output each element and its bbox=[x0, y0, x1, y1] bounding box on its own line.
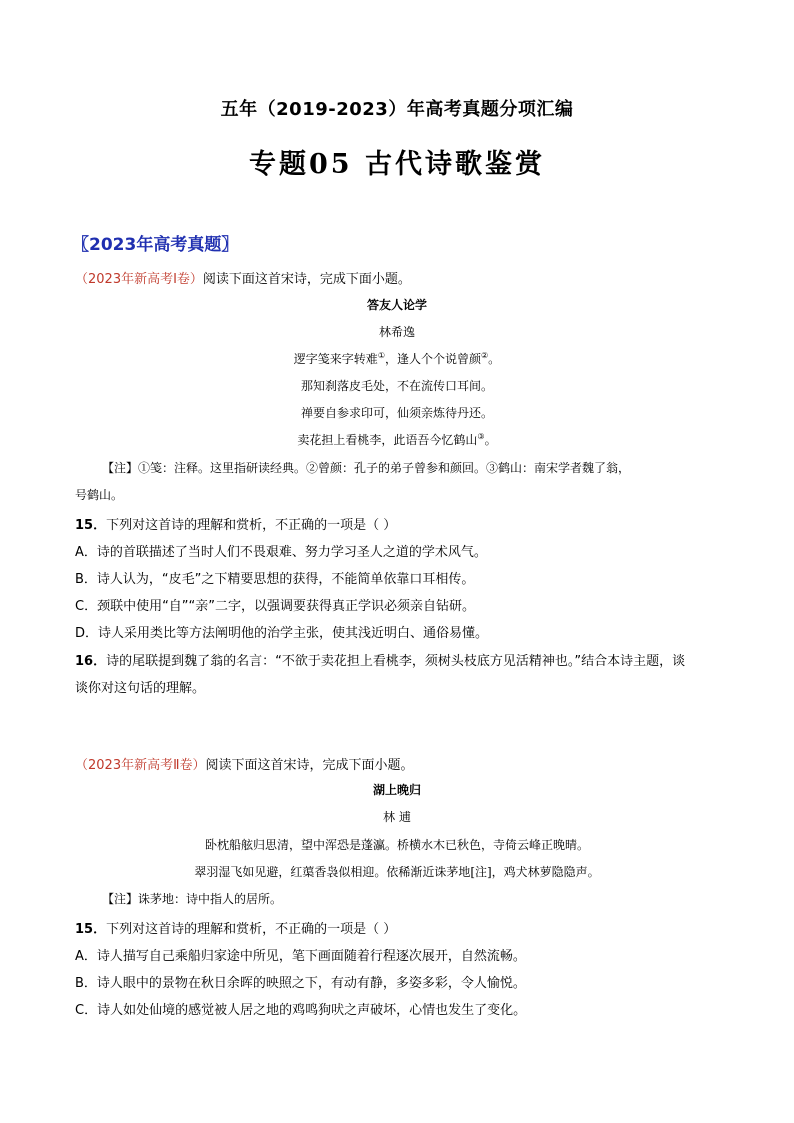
poem-line-text: 那知刹落皮毛处，不在流传口耳间。 bbox=[300, 379, 493, 393]
poem-line bbox=[0, 431, 794, 448]
question-number: 16． bbox=[75, 654, 107, 669]
question-15 bbox=[75, 918, 396, 937]
poem-title: 答友人论学 bbox=[366, 298, 427, 312]
question-15 bbox=[75, 514, 396, 533]
option-d: D．诗人采用类比等方法阐明他的治学主张，使其浅近明白、通俗易懂。 bbox=[75, 626, 489, 641]
footnote-marker: ③ bbox=[477, 432, 485, 441]
question-number: 15． bbox=[75, 518, 107, 533]
document-title: 五年（2019-2023）年高考真题分项汇编 bbox=[220, 99, 574, 120]
poem-line-text: 禅要自参求印可，仙须亲炼待丹还。 bbox=[300, 406, 493, 420]
poem-title: 湖上晚归 bbox=[372, 783, 421, 797]
intro-text: 阅读下面这首宋诗，完成下面小题。 bbox=[202, 272, 411, 287]
poem-line-text: 卖花担上看桃李，此语吾今忆鹤山 bbox=[297, 433, 478, 447]
poem-line bbox=[0, 377, 794, 394]
poem-note: 【注】①笺：注释。这里指研读经典。②曾颜：孔子的弟子曾参和颜回。③鹤山：南宋学者魏了翁， bbox=[102, 461, 631, 475]
poem-line bbox=[0, 404, 794, 421]
question-text: 诗的尾联提到魏了翁的名言：“不欲于卖花担上看桃李，须树头枝底方见活精神也。”结合本诗主题，谈 bbox=[106, 654, 686, 669]
poem-line-text: 逻字笺来字转难 bbox=[293, 352, 378, 366]
intro-text: 阅读下面这首宋诗，完成下面小题。 bbox=[205, 758, 414, 773]
option-a: A．诗的首联描述了当时人们不畏艰难、努力学习圣人之道的学术风气。 bbox=[75, 545, 487, 560]
document-subtitle: 专题05 古代诗歌鉴赏 bbox=[249, 149, 545, 180]
question-text: 下列对这首诗的理解和赏析，不正确的一项是（ ） bbox=[106, 922, 397, 937]
poem-line-text: 。 bbox=[484, 433, 497, 447]
option-b: B．诗人眼中的景物在秋日余晖的映照之下，有动有静，多姿多彩，令人愉悦。 bbox=[75, 976, 526, 991]
poem-note-continued: 号鹤山。 bbox=[75, 488, 124, 502]
footnote-marker: ② bbox=[481, 351, 489, 360]
footnote-marker: ① bbox=[377, 351, 385, 360]
question-number: 15． bbox=[75, 922, 107, 937]
option-c: C．颈联中使用“自”“亲”二字，以强调要获得真正学识必须亲自钻研。 bbox=[75, 599, 476, 614]
section-heading: 〖2023年高考真题〗 bbox=[72, 235, 239, 255]
question-source-intro bbox=[75, 268, 411, 287]
poem-note: 【注】诛茅地：诗中指人的居所。 bbox=[102, 892, 283, 906]
option-c: C．诗人如处仙境的感觉被人居之地的鸡鸣狗吠之声破坏，心情也发生了变化。 bbox=[75, 1003, 527, 1018]
option-b: B．诗人认为，“皮毛”之下精要思想的获得，不能简单依靠口耳相传。 bbox=[75, 572, 475, 587]
poem-author: 林希逸 bbox=[378, 325, 415, 339]
source-tag: （2023年新高考Ⅱ卷） bbox=[75, 758, 206, 773]
poem-line-text: 。 bbox=[488, 352, 501, 366]
question-text: 下列对这首诗的理解和赏析，不正确的一项是（ ） bbox=[106, 518, 397, 533]
poem-line bbox=[0, 350, 794, 367]
poem-line: 翠羽湿飞如见避，红蕖香袅似相迎。依稀渐近诛茅地[注]，鸡犬林萝隐隐声。 bbox=[194, 865, 600, 879]
question-16 bbox=[75, 650, 685, 669]
question-source-intro bbox=[75, 754, 414, 773]
poem-line: 卧枕船舷归思清，望中浑恐是蓬瀛。桥横水木已秋色，寺倚云峰正晚晴。 bbox=[204, 838, 589, 852]
poem-line-text: ，逢人个个说曾颜 bbox=[384, 352, 481, 366]
question-16-continued: 谈你对这句话的理解。 bbox=[75, 681, 206, 696]
source-tag: （2023年新高考Ⅰ卷） bbox=[75, 272, 203, 287]
poem-author: 林 逋 bbox=[383, 810, 411, 824]
option-a: A．诗人描写自己乘船归家途中所见，笔下画面随着行程逐次展开，自然流畅。 bbox=[75, 949, 526, 964]
